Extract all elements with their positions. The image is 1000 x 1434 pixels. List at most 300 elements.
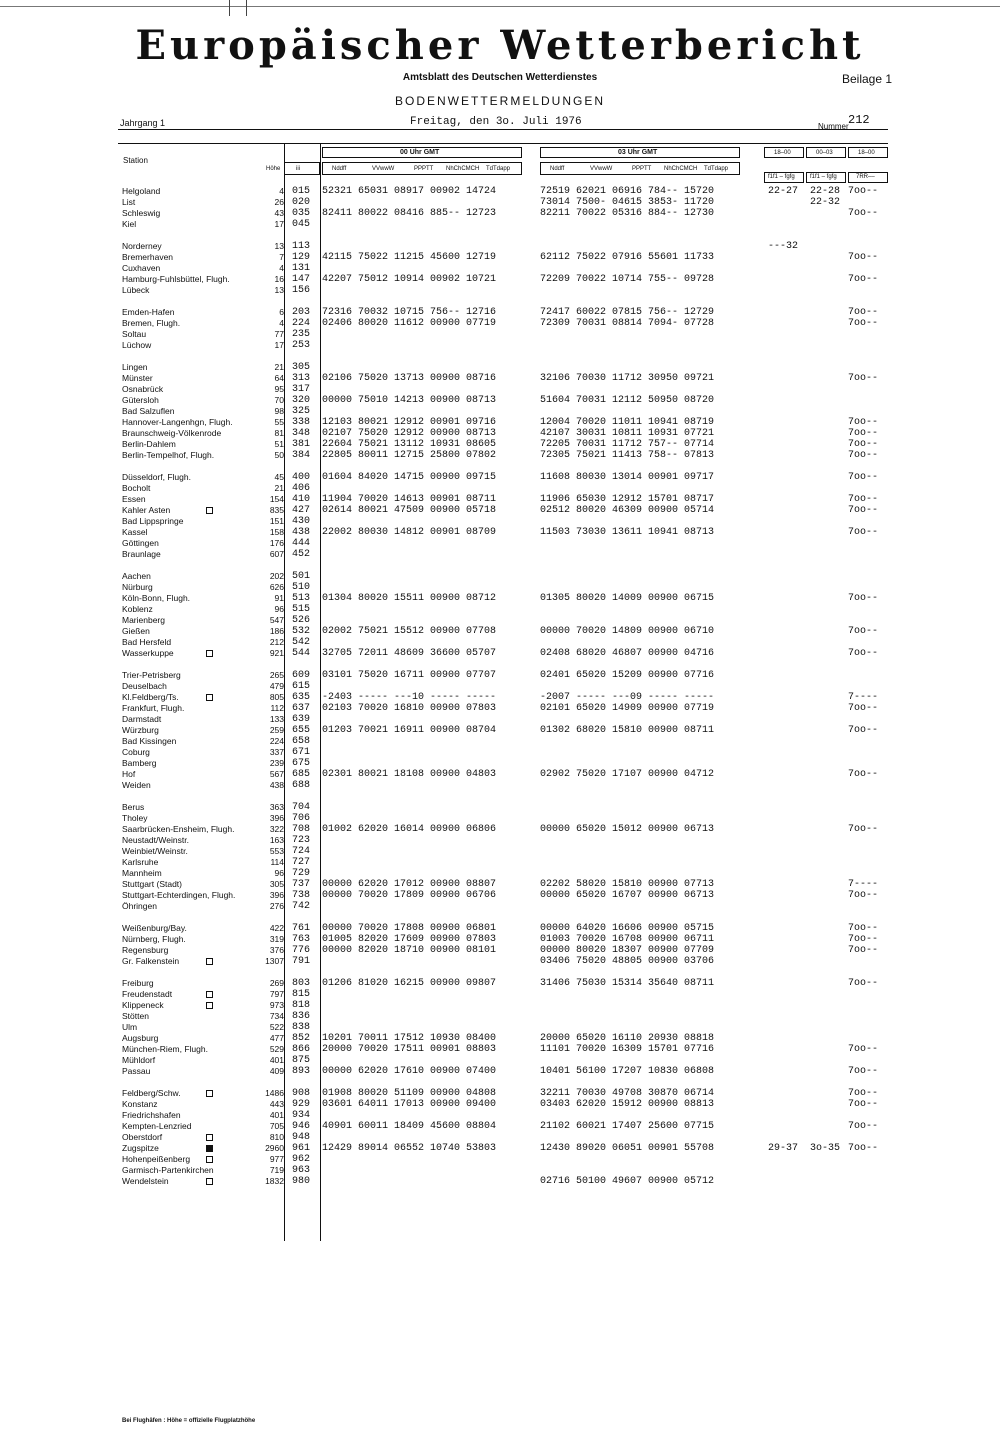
obs-00gmt: 02107 75020 12912 00900 08713 (322, 428, 497, 439)
obs-03gmt: 82211 70022 05316 884-- 12730 (540, 208, 715, 219)
station-height: 112 (270, 703, 284, 713)
station-id: 452 (292, 549, 311, 560)
station-name: Oberstdorf (122, 1132, 163, 1142)
station-name: Stötten (122, 1011, 149, 1021)
station-name: Trier-Petrisberg (122, 670, 181, 680)
hoehe-header: Höhe (266, 166, 281, 172)
fold-mark (246, 0, 247, 16)
obs-00gmt: 12103 80021 12912 00901 09716 (322, 417, 497, 428)
group-spacer (0, 461, 1000, 472)
precip-18-00: 7oo-- (848, 527, 879, 538)
obs-03gmt: 11101 70020 16309 15701 07716 (540, 1044, 715, 1055)
station-row (0, 362, 1000, 373)
station-row (0, 1132, 1000, 1143)
obs-00gmt: 02103 70020 16810 00900 07803 (322, 703, 497, 714)
obs-00gmt: -2403 ----- ---10 ----- ----- (322, 692, 497, 703)
station-row (0, 692, 1000, 703)
obs-03gmt: 00000 80020 18307 00900 07709 (540, 945, 715, 956)
station-name: Köln-Bonn, Flugh. (122, 593, 191, 603)
station-name: Wendelstein (122, 1176, 169, 1186)
square-icon (206, 1156, 213, 1163)
obs-03gmt: 72417 60022 07815 756-- 12729 (540, 307, 715, 318)
station-name: Darmstadt (122, 714, 162, 724)
precip-18-00: 7oo-- (848, 703, 879, 714)
station-row (0, 681, 1000, 692)
station-height: 396 (269, 890, 284, 900)
station-name: Nürburg (122, 582, 153, 592)
obs-00gmt: 52321 65031 08917 00902 14724 (322, 186, 497, 197)
station-row (0, 890, 1000, 901)
station-row (0, 252, 1000, 263)
station-name: Essen (122, 494, 146, 504)
station-row (0, 208, 1000, 219)
station-id: 444 (292, 538, 311, 549)
station-row (0, 747, 1000, 758)
sub-ppptt: PPPTT (632, 166, 652, 172)
station-height: 276 (269, 901, 284, 911)
station-height: 151 (269, 516, 284, 526)
station-row (0, 901, 1000, 912)
sub-nddff: Nddff (332, 166, 347, 172)
obs-03gmt: 12004 70020 11011 10941 08719 (540, 417, 715, 428)
station-id: 761 (292, 923, 311, 934)
precip-18-00: 7oo-- (848, 1143, 879, 1154)
square-icon (206, 1134, 213, 1141)
station-id: 658 (292, 736, 311, 747)
obs-03gmt: -2007 ----- ---09 ----- ----- (540, 692, 715, 703)
station-row (0, 703, 1000, 714)
station-id: 305 (292, 362, 311, 373)
station-height: 21 (274, 483, 284, 493)
station-name: Soltau (122, 329, 147, 339)
station-height: 6 (279, 307, 284, 317)
obs-00gmt: 11904 70020 14613 00901 08711 (322, 494, 497, 505)
c1-header: 18–00 (774, 150, 791, 156)
station-name: Regensburg (122, 945, 169, 955)
c1-sub: f1f1 – fgfg (768, 174, 795, 180)
station-name: Weißenburg/Bay. (122, 923, 187, 933)
obs-00gmt: 32705 72011 48609 36600 05707 (322, 648, 497, 659)
station-row (0, 802, 1000, 813)
station-name: Augsburg (122, 1033, 159, 1043)
nummer-value: 212 (848, 113, 870, 127)
station-row (0, 571, 1000, 582)
station-id: 934 (292, 1110, 311, 1121)
station-name: Passau (122, 1066, 151, 1076)
station-id: 961 (292, 1143, 311, 1154)
station-id: 815 (292, 989, 311, 1000)
station-height: 1307 (265, 956, 284, 966)
obs-03gmt: 51604 70031 12112 50950 08720 (540, 395, 715, 406)
station-id: 235 (292, 329, 311, 340)
station-row (0, 263, 1000, 274)
gust-00-03: 22-28 (810, 186, 841, 197)
station-name: München-Riem, Flugh. (122, 1044, 208, 1054)
station-row (0, 824, 1000, 835)
c2-header: 00–03 (816, 150, 833, 156)
precip-18-00: 7oo-- (848, 494, 879, 505)
precip-18-00: 7---- (848, 879, 879, 890)
precip-18-00: 7oo-- (848, 186, 879, 197)
station-id: 852 (292, 1033, 311, 1044)
station-id: 325 (292, 406, 311, 417)
station-id: 501 (292, 571, 311, 582)
station-id: 156 (292, 285, 311, 296)
station-id: 655 (292, 725, 311, 736)
footnote: Bei Flughäfen : Höhe = offizielle Flugplatzhöhe (122, 1418, 256, 1424)
precip-18-00: 7oo-- (848, 252, 879, 263)
station-row (0, 604, 1000, 615)
station-height: 16 (274, 274, 284, 284)
station-name: Karlsruhe (122, 857, 159, 867)
station-table (0, 186, 1000, 1198)
station-id: 253 (292, 340, 311, 351)
station-name: Freiburg (122, 978, 154, 988)
precip-18-00: 7oo-- (848, 1121, 879, 1132)
station-name: Öhringen (122, 901, 157, 911)
station-name: List (122, 197, 136, 207)
obs-00gmt: 42115 75022 11215 45600 12719 (322, 252, 497, 263)
precip-18-00: 7oo-- (848, 923, 879, 934)
station-id: 542 (292, 637, 311, 648)
station-height: 13 (274, 241, 284, 251)
station-height: 70 (274, 395, 284, 405)
station-row (0, 274, 1000, 285)
obs-00gmt: 72316 70032 10715 756-- 12716 (322, 307, 497, 318)
sub-td: TdTdapp (704, 166, 729, 172)
filled-square-icon (206, 1145, 213, 1152)
station-id: 875 (292, 1055, 311, 1066)
station-id: 400 (292, 472, 311, 483)
station-id: 727 (292, 857, 311, 868)
station-id: 866 (292, 1044, 311, 1055)
obs-00gmt: 02614 80021 47509 00900 05718 (322, 505, 497, 516)
station-row (0, 472, 1000, 483)
obs-00gmt: 00000 70020 17808 00900 06801 (322, 923, 497, 934)
station-height: 7 (279, 252, 284, 262)
obs-03gmt: 32211 70030 49708 30870 06714 (540, 1088, 715, 1099)
station-height: 810 (269, 1132, 284, 1142)
station-name: Norderney (122, 241, 162, 251)
station-name: Konstanz (122, 1099, 158, 1109)
group03-header: 03 Uhr GMT (618, 149, 658, 156)
obs-00gmt: 22002 80030 14812 00901 08709 (322, 527, 497, 538)
station-height: 977 (269, 1154, 284, 1164)
station-height: 363 (269, 802, 284, 812)
station-height: 547 (269, 615, 284, 625)
station-id: 948 (292, 1132, 311, 1143)
precip-18-00: 7oo-- (848, 769, 879, 780)
station-height: 396 (269, 813, 284, 823)
precip-18-00: 7oo-- (848, 208, 879, 219)
station-name: Weinbiet/Weinstr. (122, 846, 188, 856)
station-row (0, 846, 1000, 857)
obs-03gmt: 72305 75021 11413 758-- 07813 (540, 450, 715, 461)
square-icon (206, 958, 213, 965)
station-id: 430 (292, 516, 311, 527)
precip-18-00: 7oo-- (848, 472, 879, 483)
obs-00gmt: 00000 70020 17809 00900 06706 (322, 890, 497, 901)
station-height: 805 (269, 692, 284, 702)
station-height: 1486 (265, 1088, 284, 1098)
obs-03gmt: 72209 70022 10714 755-- 09728 (540, 274, 715, 285)
station-height: 50 (274, 450, 284, 460)
station-id: 639 (292, 714, 311, 725)
station-name: Schleswig (122, 208, 161, 218)
obs-00gmt: 01005 82020 17609 00900 07803 (322, 934, 497, 945)
station-name: Feldberg/Schw. (122, 1088, 181, 1098)
obs-00gmt: 00000 82020 18710 00900 08101 (322, 945, 497, 956)
station-name: Bad Hersfeld (122, 637, 172, 647)
obs-00gmt: 01002 62020 16014 00900 06806 (322, 824, 497, 835)
obs-00gmt: 02301 80021 18108 00900 04803 (322, 769, 497, 780)
precip-18-00: 7oo-- (848, 626, 879, 637)
precip-18-00: 7---- (848, 692, 879, 703)
obs-03gmt: 00000 64020 16606 00900 05715 (540, 923, 715, 934)
station-row (0, 1143, 1000, 1154)
station-row (0, 714, 1000, 725)
station-height: 443 (269, 1099, 284, 1109)
obs-00gmt: 82411 80022 08416 885-- 12723 (322, 208, 497, 219)
station-height: 81 (274, 428, 284, 438)
station-height: 224 (269, 736, 284, 746)
station-height: 26 (274, 197, 284, 207)
station-name: Hannover-Langenhgn, Flugh. (122, 417, 233, 427)
section-title: BODENWETTERMELDUNGEN (394, 94, 605, 108)
station-height: 401 (269, 1055, 284, 1065)
obs-00gmt: 03101 75020 16711 00900 07707 (322, 670, 497, 681)
sub-td: TdTdapp (486, 166, 511, 172)
station-name: Osnabrück (122, 384, 164, 394)
station-id: 729 (292, 868, 311, 879)
station-row (0, 1088, 1000, 1099)
station-row (0, 725, 1000, 736)
station-height: 401 (269, 1110, 284, 1120)
station-id: 706 (292, 813, 311, 824)
group-spacer (0, 296, 1000, 307)
station-id: 675 (292, 758, 311, 769)
station-name: Düsseldorf, Flugh. (122, 472, 191, 482)
station-id: 803 (292, 978, 311, 989)
station-id: 635 (292, 692, 311, 703)
obs-00gmt: 42207 75012 10914 00902 10721 (322, 274, 497, 285)
gust-18-00: 29-37 (768, 1143, 799, 1154)
obs-00gmt: 01203 70021 16911 00900 08704 (322, 725, 497, 736)
station-row (0, 318, 1000, 329)
station-id: 320 (292, 395, 311, 406)
obs-03gmt: 01305 80020 14009 00900 06715 (540, 593, 715, 604)
station-row (0, 439, 1000, 450)
station-height: 479 (269, 681, 284, 691)
precip-18-00: 7oo-- (848, 1088, 879, 1099)
station-row (0, 923, 1000, 934)
nummer-label: Nummer (818, 122, 849, 131)
precip-18-00: 7oo-- (848, 373, 879, 384)
station-id: 510 (292, 582, 311, 593)
group-spacer (0, 791, 1000, 802)
station-id: 724 (292, 846, 311, 857)
station-row (0, 736, 1000, 747)
top-border (0, 6, 1000, 7)
obs-03gmt: 02512 80020 46309 00900 05714 (540, 505, 715, 516)
station-row (0, 758, 1000, 769)
obs-00gmt: 00000 62020 17012 00900 08807 (322, 879, 497, 890)
station-id: 406 (292, 483, 311, 494)
station-name: Bremerhaven (122, 252, 174, 262)
station-id: 836 (292, 1011, 311, 1022)
station-name: Gießen (122, 626, 150, 636)
station-row (0, 1000, 1000, 1011)
obs-00gmt: 01304 80020 15511 00900 08712 (322, 593, 497, 604)
station-row (0, 626, 1000, 637)
station-row (0, 384, 1000, 395)
subtitle: Amtsblatt des Deutschen Wetterdienstes (402, 72, 598, 83)
station-row (0, 483, 1000, 494)
obs-03gmt: 20000 65020 16110 20930 08818 (540, 1033, 715, 1044)
station-id: 131 (292, 263, 311, 274)
station-height: 322 (269, 824, 284, 834)
station-height: 376 (269, 945, 284, 955)
square-icon (206, 1090, 213, 1097)
station-row (0, 450, 1000, 461)
station-name: Stuttgart (Stadt) (122, 879, 182, 889)
station-height: 43 (274, 208, 284, 218)
station-name: Kahler Asten (122, 505, 171, 515)
station-name: Deuselbach (122, 681, 167, 691)
station-name: Freudenstadt (122, 989, 173, 999)
obs-03gmt: 62112 75022 07916 55601 11733 (540, 252, 715, 263)
station-name: Münster (122, 373, 153, 383)
station-height: 477 (269, 1033, 284, 1043)
station-height: 77 (274, 329, 284, 339)
obs-03gmt: 12430 89020 06051 00901 55708 (540, 1143, 715, 1154)
station-row (0, 868, 1000, 879)
station-name: Hohenpeißenberg (122, 1154, 191, 1164)
station-name: Helgoland (122, 186, 161, 196)
precip-18-00: 7oo-- (848, 945, 879, 956)
station-height: 305 (269, 879, 284, 889)
station-name: Lüchow (122, 340, 152, 350)
station-id: 962 (292, 1154, 311, 1165)
gust-18-00: 22-27 (768, 186, 799, 197)
station-height: 2960 (265, 1143, 284, 1153)
sub-nddff: Nddff (550, 166, 565, 172)
obs-03gmt: 02408 68020 46807 00900 04716 (540, 648, 715, 659)
station-name: Nürnberg, Flugh. (122, 934, 186, 944)
station-id: 738 (292, 890, 311, 901)
gust-00-03: 3o-35 (810, 1143, 841, 1154)
obs-03gmt: 10401 56100 17207 10830 06808 (540, 1066, 715, 1077)
precip-18-00: 7oo-- (848, 505, 879, 516)
station-id: 224 (292, 318, 311, 329)
station-id: 838 (292, 1022, 311, 1033)
group-spacer (0, 967, 1000, 978)
station-height: 719 (269, 1165, 284, 1175)
station-height: 522 (269, 1022, 284, 1032)
station-id: 908 (292, 1088, 311, 1099)
station-name: Braunlage (122, 549, 161, 559)
station-id: 737 (292, 879, 311, 890)
station-id: 317 (292, 384, 311, 395)
iii-header-box (284, 162, 320, 175)
station-name: Mannheim (122, 868, 162, 878)
station-height: 4 (279, 318, 284, 328)
station-row (0, 538, 1000, 549)
station-height: 553 (269, 846, 284, 856)
station-height: 607 (269, 549, 284, 559)
station-name: Gr. Falkenstein (122, 956, 180, 966)
station-height: 91 (274, 593, 284, 603)
obs-03gmt: 01003 70020 16708 00900 06711 (540, 934, 715, 945)
station-row (0, 186, 1000, 197)
precip-18-00: 7oo-- (848, 1066, 879, 1077)
square-icon (206, 1178, 213, 1185)
station-height: 45 (274, 472, 284, 482)
station-name: Kl.Feldberg/Ts. (122, 692, 179, 702)
station-height: 212 (269, 637, 284, 647)
date-line: Freitag, den 3o. Juli 1976 (410, 116, 582, 128)
station-header: Station (123, 156, 148, 165)
group-spacer (0, 659, 1000, 670)
station-id: 609 (292, 670, 311, 681)
station-row (0, 857, 1000, 868)
group-spacer (0, 912, 1000, 923)
station-height: 835 (269, 505, 284, 515)
station-id: 020 (292, 197, 311, 208)
station-id: 685 (292, 769, 311, 780)
station-height: 95 (274, 384, 284, 394)
station-name: Coburg (122, 747, 150, 757)
group-spacer (0, 560, 1000, 571)
station-id: 963 (292, 1165, 311, 1176)
obs-03gmt: 01302 68020 15810 00900 08711 (540, 725, 715, 736)
obs-03gmt: 02202 58020 15810 00900 07713 (540, 879, 715, 890)
station-id: 113 (292, 241, 311, 252)
station-height: 154 (269, 494, 284, 504)
station-row (0, 417, 1000, 428)
station-row (0, 934, 1000, 945)
station-name: Koblenz (122, 604, 153, 614)
station-height: 55 (274, 417, 284, 427)
gust-18-00: ---32 (768, 241, 799, 252)
station-height: 239 (269, 758, 284, 768)
station-row (0, 494, 1000, 505)
station-height: 51 (274, 439, 284, 449)
obs-03gmt: 72205 70031 11712 757-- 07714 (540, 439, 715, 450)
precip-18-00: 7oo-- (848, 824, 879, 835)
station-id: 637 (292, 703, 311, 714)
station-id: 708 (292, 824, 311, 835)
station-id: 704 (292, 802, 311, 813)
station-id: 791 (292, 956, 311, 967)
station-name: Wasserkuppe (122, 648, 174, 658)
station-name: Ulm (122, 1022, 138, 1032)
station-row (0, 516, 1000, 527)
precip-18-00: 7oo-- (848, 439, 879, 450)
station-height: 4 (279, 186, 284, 196)
station-height: 529 (269, 1044, 284, 1054)
station-name: Kiel (122, 219, 137, 229)
station-row (0, 527, 1000, 538)
station-height: 319 (269, 934, 284, 944)
station-name: Garmisch-Partenkirchen (122, 1165, 214, 1175)
station-height: 265 (269, 670, 284, 680)
obs-03gmt: 02401 65020 15209 00900 07716 (540, 670, 715, 681)
station-height: 163 (269, 835, 284, 845)
c3-sub: 7RR–– (856, 174, 875, 180)
station-name: Stuttgart-Echterdingen, Flugh. (122, 890, 236, 900)
station-id: 742 (292, 901, 311, 912)
